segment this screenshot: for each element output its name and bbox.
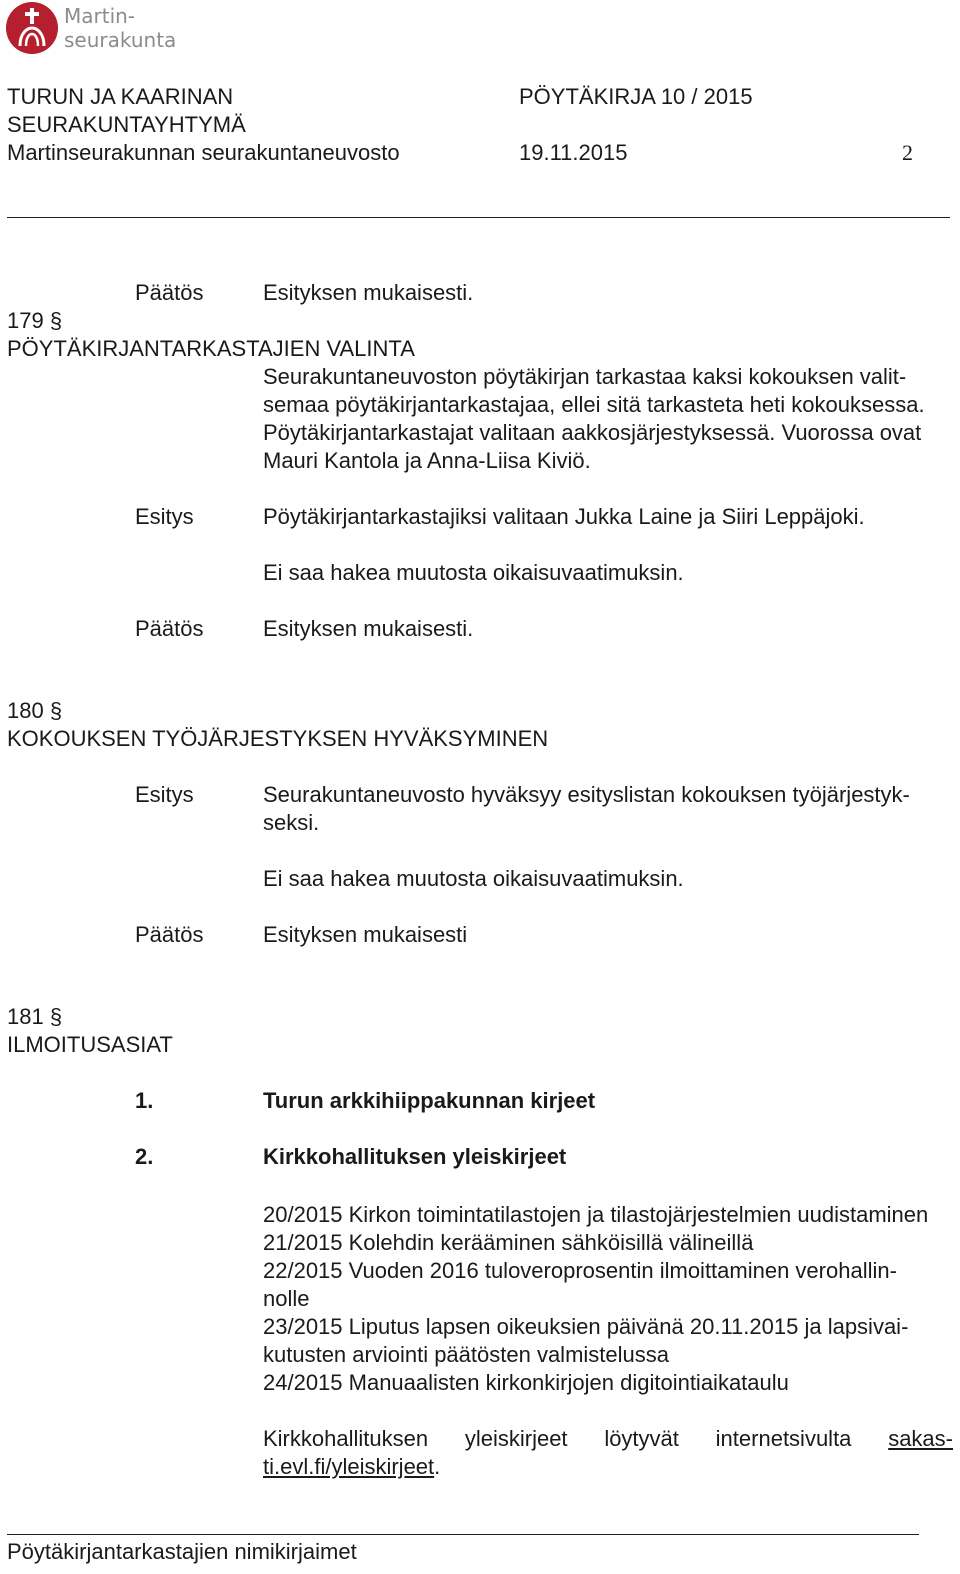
note-word: Kirkkohallituksen [263, 1426, 429, 1451]
circular-letter-line: 22/2015 Vuoden 2016 tuloveroprosentin ilmoittaminen verohallin- [263, 1258, 897, 1283]
item-1-title: Turun arkkihiippakunnan kirjeet [263, 1088, 596, 1113]
org-name-line-2: SEURAKUNTAYHTYMÄ [7, 112, 246, 137]
circular-letter-line: kutusten arviointi päätösten valmistelussa [263, 1342, 669, 1367]
circular-letter-line: 20/2015 Kirkon toimintatilastojen ja tilastojärjestelmien uudistaminen [263, 1202, 929, 1227]
section-179-intro-line: Seurakuntaneuvoston pöytäkirjan tarkastaa kaksi kokouksen valit- [263, 364, 907, 389]
note-word: löytyvät [604, 1426, 679, 1451]
circulars-link-part-2[interactable]: ti.evl.fi/yleiskirjeet [263, 1454, 435, 1479]
section-180-proposal-line-1: Seurakuntaneuvosto hyväksyy esityslistan kokouksen työjärjestyk- [263, 782, 910, 807]
proposal-label: Esitys [135, 504, 194, 529]
section-180-number: 180 § [7, 698, 63, 723]
note-word: yleiskirjeet [464, 1426, 568, 1451]
item-2-number: 2. [135, 1144, 154, 1169]
signature-label: Pöytäkirjantarkastajien nimikirjaimet [7, 1539, 357, 1564]
section-179-proposal: Pöytäkirjantarkastajiksi valitaan Jukka Laine ja Siiri Leppäjoki. [263, 504, 865, 529]
section-179-intro-line: Mauri Kantola ja Anna-Liisa Kiviö. [263, 448, 591, 473]
decision-label: Päätös [135, 280, 204, 305]
section-179-intro-line: semaa pöytäkirjantarkastajaa, ellei sitä tarkasteta heti kokouksessa. [263, 392, 925, 417]
logo-line-1: Martin- [64, 4, 136, 28]
section-180-proposal-line-2: seksi. [263, 810, 320, 835]
parish-logo-emblem [6, 2, 58, 54]
decision-label: Päätös [135, 616, 204, 641]
proposal-label: Esitys [135, 782, 194, 807]
logo-line-2: seurakunta [64, 28, 177, 52]
circular-letter-line: 21/2015 Kolehdin kerääminen sähköisillä välineillä [263, 1230, 754, 1255]
section-179-title: PÖYTÄKIRJANTARKASTAJIEN VALINTA [7, 336, 415, 361]
circular-letter-line: 24/2015 Manuaalisten kirkonkirjojen digitointiaikataulu [263, 1370, 789, 1395]
meeting-date: 19.11.2015 [519, 140, 628, 165]
section-181-number: 181 § [7, 1004, 63, 1029]
body-name: Martinseurakunnan seurakuntaneuvosto [7, 140, 400, 165]
section-179-appeal-note: Ei saa hakea muutosta oikaisuvaatimuksin. [263, 560, 684, 585]
section-180-title: KOKOUKSEN TYÖJÄRJESTYKSEN HYVÄKSYMINEN [7, 726, 549, 751]
section-179-decision: Esityksen mukaisesti. [263, 616, 474, 641]
item-2-title: Kirkkohallituksen yleiskirjeet [263, 1144, 567, 1169]
decision-text: Esityksen mukaisesti. [263, 280, 474, 305]
section-179-number: 179 § [7, 308, 63, 333]
page-number: 2 [902, 140, 913, 165]
circular-letter-line: nolle [263, 1286, 310, 1311]
circular-letter-line: 23/2015 Liputus lapsen oikeuksien päivänä 20.11.2015 ja lapsivai- [263, 1314, 909, 1339]
section-180-decision: Esityksen mukaisesti [263, 922, 468, 947]
cross-emblem-icon [6, 2, 58, 54]
document-title: PÖYTÄKIRJA 10 / 2015 [519, 84, 753, 109]
section-179-intro-line: Pöytäkirjantarkastajat valitaan aakkosjärjestyksessä. Vuorossa ovat [263, 420, 922, 445]
footer-divider [7, 1534, 919, 1535]
header-divider [7, 217, 950, 218]
section-181-title: ILMOITUSASIAT [7, 1032, 173, 1057]
item-1-number: 1. [135, 1088, 154, 1113]
circulars-note-line-2 [263, 1453, 440, 1481]
section-180-appeal-note: Ei saa hakea muutosta oikaisuvaatimuksin. [263, 866, 684, 891]
org-name-line-1: TURUN JA KAARINAN [7, 84, 234, 109]
decision-label: Päätös [135, 922, 204, 947]
circulars-link-part-1[interactable]: sakas- [888, 1426, 953, 1451]
note-period: . [434, 1454, 441, 1479]
logo-wordmark [64, 4, 176, 52]
note-word: internetsivulta [715, 1426, 852, 1451]
circulars-note-line-1 [263, 1425, 953, 1453]
